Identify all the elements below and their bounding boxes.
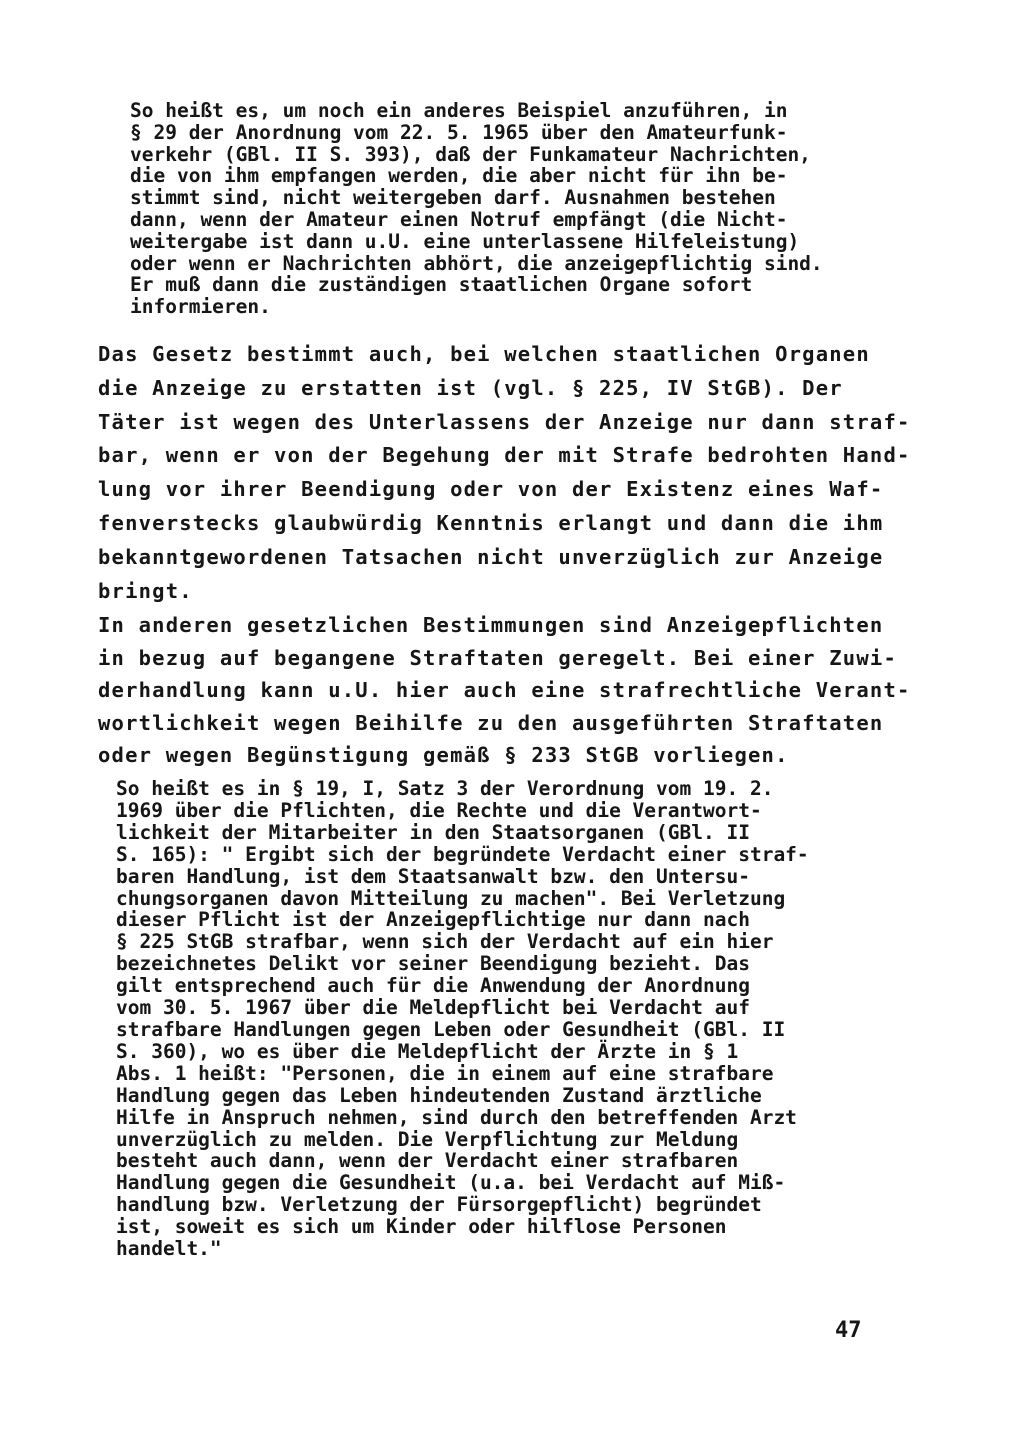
- quote-line: besteht auch dann, wenn der Verdacht einer strafbaren: [116, 1149, 739, 1173]
- quote-line: ist, soweit es sich um Kinder oder hilflose Personen: [116, 1215, 727, 1239]
- quote-line: strafbare Handlungen gegen Leben oder Gesundheit (GBl. II: [116, 1017, 786, 1041]
- quotation-amateurfunk: [130, 100, 920, 318]
- quote-line: 1969 über die Pflichten, die Rechte und die Verantwort-: [116, 798, 762, 822]
- paragraph-line: die Anzeige zu erstatten ist (vgl. § 225, IV StGB). Der: [98, 375, 843, 400]
- quote-line: unverzüglich zu melden. Die Verpflichtung zur Meldung: [116, 1127, 739, 1151]
- quote-line: S. 360), wo es über die Meldepflicht der Ärzte in § 1: [116, 1039, 739, 1063]
- paragraph-line: lung vor ihrer Beendigung oder von der Existenz eines Waf-: [98, 477, 884, 502]
- paragraph-line: bar, wenn er von der Begehung der mit Strafe bedrohten Hand-: [98, 443, 911, 468]
- quote-line: vom 30. 5. 1967 über die Meldepflicht bei Verdacht auf: [116, 996, 750, 1020]
- quote-line: So heißt es, um noch ein anderes Beispiel anzuführen, in: [130, 99, 788, 122]
- quote-line: die von ihm empfangen werden, die aber nicht für ihn be-: [130, 164, 788, 188]
- quote-line: handlung bzw. Verletzung der Fürsorgepflicht) begründet: [116, 1193, 762, 1217]
- quote-line: chungsorganen davon Mitteilung zu machen". Bei Verletzung: [116, 886, 786, 910]
- quote-line: handelt.": [116, 1237, 222, 1261]
- quote-line: Hilfe in Anspruch nehmen, sind durch den betreffenden Arzt: [116, 1105, 797, 1129]
- quote-line: S. 165): " Ergibt sich der begründete Verdacht einer straf-: [116, 842, 809, 866]
- paragraph-line: derhandlung kann u.U. hier auch eine strafrechtliche Verant-: [98, 678, 911, 702]
- quote-line: dieser Pflicht ist der Anzeigepflichtige nur dann nach: [116, 908, 750, 932]
- quote-line: § 29 der Anordnung vom 22. 5. 1965 über den Amateurfunk-: [130, 120, 788, 144]
- paragraph-line: fenverstecks glaubwürdig Kenntnis erlangt und dann die ihm: [98, 510, 884, 535]
- quote-line: verkehr (GBl. II S. 393), daß der Funkamateur Nachrichten,: [130, 142, 811, 166]
- paragraph-line: bringt.: [98, 578, 193, 603]
- quote-line: So heißt es in § 19, I, Satz 3 der Verordnung vom 19. 2.: [116, 777, 774, 800]
- quote-line: bezeichnetes Delikt vor seiner Beendigung bezieht. Das: [116, 952, 750, 976]
- page-number: 47: [835, 1318, 862, 1343]
- quote-line: Handlung gegen das Leben hindeutenden Zustand ärztliche: [116, 1083, 762, 1107]
- quote-line: weitergabe ist dann u.U. eine unterlassene Hilfeleistung): [130, 229, 800, 253]
- paragraph-line: bekanntgewordenen Tatsachen nicht unverzüglich zur Anzeige: [98, 544, 884, 569]
- quote-line: informieren.: [130, 295, 271, 319]
- quote-line: § 225 StGB strafbar, wenn sich der Verdacht auf ein hier: [116, 930, 774, 954]
- paragraph-anzeigepflicht: [98, 338, 918, 608]
- quote-line: Abs. 1 heißt: "Personen, die in einem auf eine strafbare: [116, 1061, 774, 1085]
- paragraph-gesetzliche-bestimmungen: [98, 609, 918, 772]
- paragraph-line: Täter ist wegen des Unterlassens der Anzeige nur dann straf-: [98, 409, 911, 434]
- quote-line: baren Handlung, ist dem Staatsanwalt bzw. den Untersu-: [116, 864, 750, 888]
- paragraph-line: Das Gesetz bestimmt auch, bei welchen staatlichen Organen: [98, 342, 870, 366]
- quote-line: lichkeit der Mitarbeiter in den Staatsorganen (GBl. II: [116, 820, 750, 844]
- paragraph-line: In anderen gesetzlichen Bestimmungen sind Anzeigepflichten: [98, 613, 884, 637]
- quote-line: gilt entsprechend auch für die Anwendung der Anordnung: [116, 974, 750, 998]
- paragraph-line: in bezug auf begangene Straftaten geregelt. Bei einer Zuwi-: [98, 645, 897, 670]
- quotation-verordnung: [116, 778, 906, 1260]
- paragraph-line: wortlichkeit wegen Beihilfe zu den ausgeführten Straftaten: [98, 710, 884, 735]
- quote-line: Er muß dann die zuständigen staatlichen Organe sofort: [130, 273, 753, 297]
- quote-line: Handlung gegen die Gesundheit (u.a. bei Verdacht auf Miß-: [116, 1171, 786, 1195]
- paragraph-line: oder wegen Begünstigung gemäß § 233 StGB vorliegen.: [98, 743, 789, 767]
- quote-line: dann, wenn der Amateur einen Notruf empfängt (die Nicht-: [130, 207, 788, 231]
- quote-line: oder wenn er Nachrichten abhört, die anzeigepflichtig sind.: [130, 251, 823, 275]
- quote-line: stimmt sind, nicht weitergeben darf. Ausnahmen bestehen: [130, 186, 776, 210]
